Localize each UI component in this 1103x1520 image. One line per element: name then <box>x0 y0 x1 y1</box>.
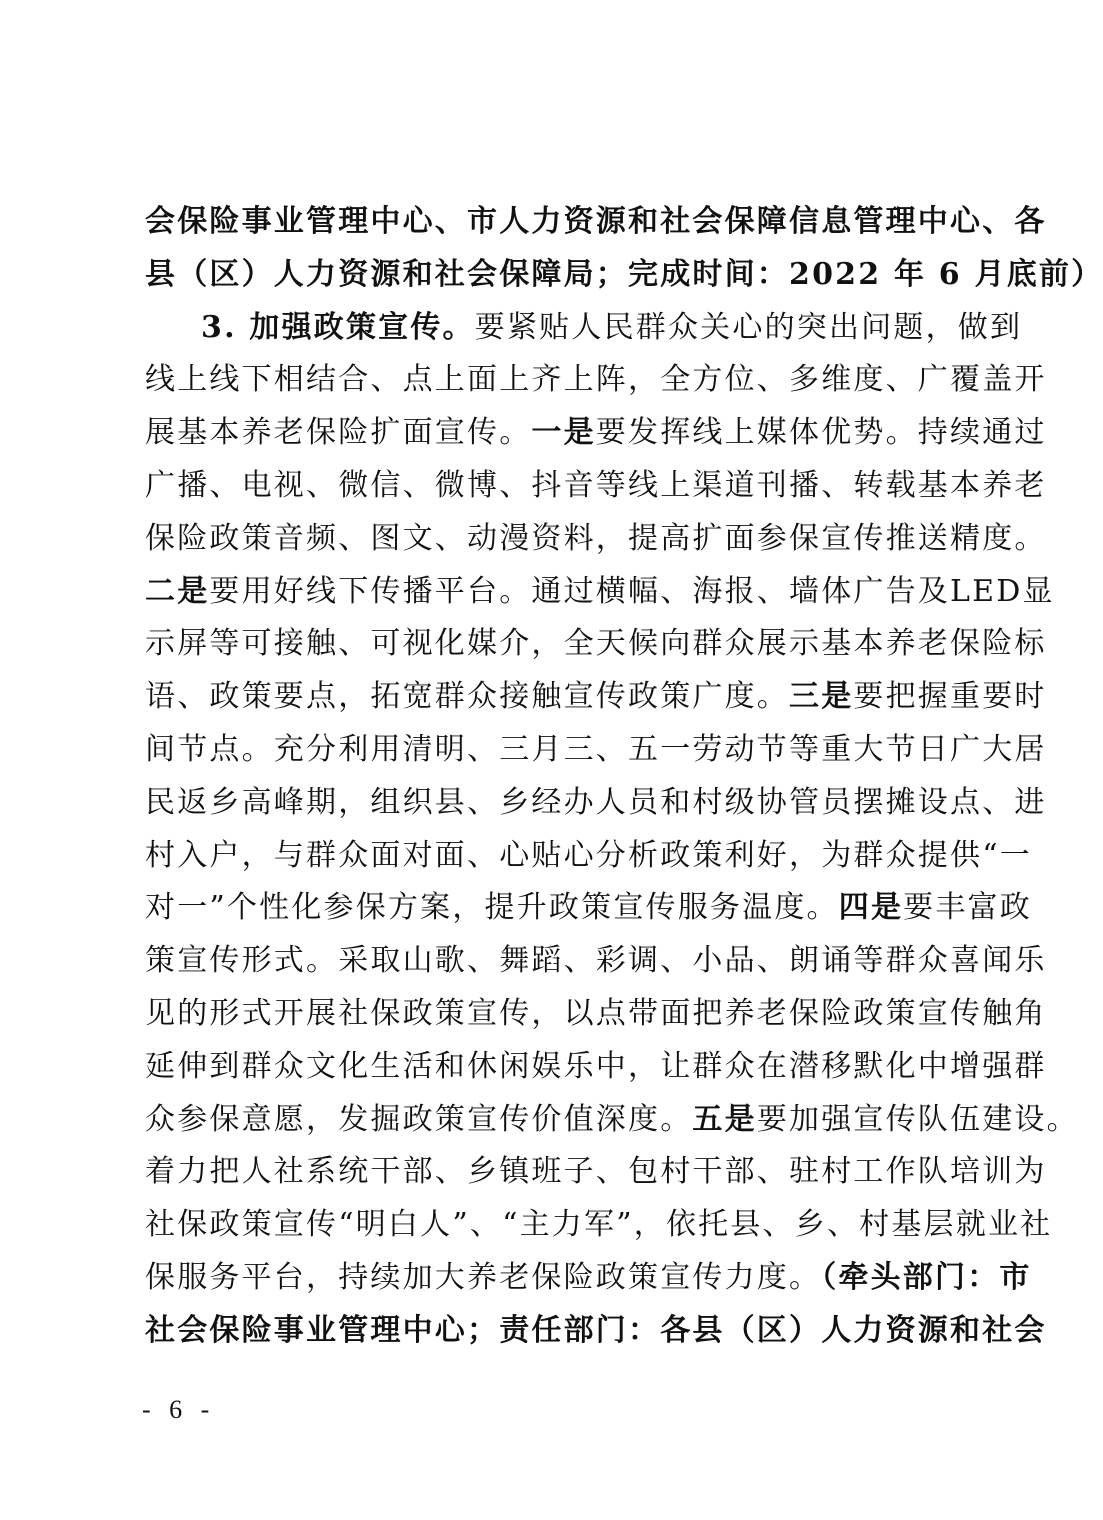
text-line <box>145 407 1047 460</box>
text-line <box>145 249 1103 302</box>
text-line <box>145 1252 1032 1305</box>
text-segment: 要丰富政 <box>903 890 1032 926</box>
text-line <box>145 566 1055 619</box>
bold-text-segment: 3. 加强政策宣传。 <box>201 309 475 345</box>
text-segment: 保服务平台，持续加大养老保险政策宣传力度。 <box>145 1259 822 1295</box>
text-line <box>145 196 1047 249</box>
text-line <box>145 988 1047 1041</box>
text-line <box>145 935 1047 988</box>
text-segment: 延伸到群众文化生活和休闲娱乐中，让群众在潜移默化中增强群 <box>145 1048 1047 1084</box>
text-segment: 见的形式开展社保政策宣传，以点带面把养老保险政策宣传触角 <box>145 995 1047 1031</box>
text-line <box>145 302 1023 355</box>
text-line <box>145 1041 1047 1094</box>
text-segment: 要发挥线上媒体优势。持续通过 <box>595 415 1047 451</box>
text-segment: 策宣传形式。采取山歌、舞蹈、彩调、小品、朗诵等群众喜闻乐 <box>145 943 1047 979</box>
text-segment: 示屏等可接触、可视化媒介，全天候向群众展示基本养老保险标 <box>145 626 1047 662</box>
text-segment: 要把握重要时 <box>853 679 1047 715</box>
text-segment: 保险政策音频、图文、动漫资料，提高扩面参保宣传推送精度。 <box>145 520 1047 556</box>
text-line <box>145 513 1047 566</box>
text-line <box>145 1094 1079 1147</box>
text-segment: 要加强宣传队伍建设。 <box>756 1101 1079 1137</box>
text-segment: 线上线下相结合、点上面上齐上阵，全方位、多维度、广覆盖开 <box>145 362 1047 398</box>
page-number: - 6 - <box>142 1395 216 1424</box>
text-line <box>145 724 1047 777</box>
text-segment: 民返乡高峰期，组织县、乡经办人员和村级协管员摆摊设点、进 <box>145 784 1047 820</box>
document-body <box>145 196 1103 1358</box>
text-line <box>145 1146 1047 1199</box>
text-line <box>145 830 1032 883</box>
text-segment: 对一”个性化参保方案，提升政策宣传服务温度。 <box>145 890 839 926</box>
text-line <box>145 777 1047 830</box>
bold-text-segment: （牵头部门：市 <box>821 1259 1032 1295</box>
text-segment: 广播、电视、微信、微博、抖音等线上渠道刊播、转载基本养老 <box>145 467 1047 503</box>
text-line <box>145 1305 1047 1358</box>
text-segment: 要紧贴人民群众关心的突出问题，做到 <box>474 309 1023 345</box>
text-segment: 着力把人社系统干部、乡镇班子、包村干部、驻村工作队培训为 <box>145 1154 1047 1190</box>
bold-text-segment: 社会保险事业管理中心；责任部门：各县（区）人力资源和社会 <box>145 1312 1047 1348</box>
text-segment: 语、政策要点，拓宽群众接触宣传政策广度。 <box>145 679 789 715</box>
text-line <box>145 1199 1053 1252</box>
bold-text-segment: 一是 <box>531 415 596 451</box>
bold-text-segment: 县（区）人力资源和社会保障局；完成时间：2022 年 6 月底前） <box>145 256 1103 292</box>
text-segment: 间节点。充分利用清明、三月三、五一劳动节等重大节日广大居 <box>145 731 1047 767</box>
bold-text-segment: 五是 <box>692 1101 757 1137</box>
text-line <box>145 460 1047 513</box>
text-line <box>145 354 1047 407</box>
text-line <box>145 618 1047 671</box>
bold-text-segment: 会保险事业管理中心、市人力资源和社会保障信息管理中心、各 <box>145 204 1047 239</box>
text-segment: 社保政策宣传“明白人”、“主力军”，依托县、乡、村基层就业社 <box>145 1207 1053 1243</box>
text-line <box>145 882 1032 935</box>
bold-text-segment: 二是 <box>145 573 210 609</box>
bold-text-segment: 三是 <box>789 679 854 715</box>
text-segment: 村入户，与群众面对面、心贴心分析政策利好，为群众提供“一 <box>145 837 1032 873</box>
text-segment: 展基本养老保险扩面宣传。 <box>145 415 532 451</box>
text-segment: 要用好线下传播平台。通过横幅、海报、墙体广告及LED显 <box>209 573 1055 609</box>
text-line <box>145 671 1047 724</box>
bold-text-segment: 四是 <box>838 890 904 926</box>
text-segment: 众参保意愿，发掘政策宣传价值深度。 <box>145 1101 693 1137</box>
